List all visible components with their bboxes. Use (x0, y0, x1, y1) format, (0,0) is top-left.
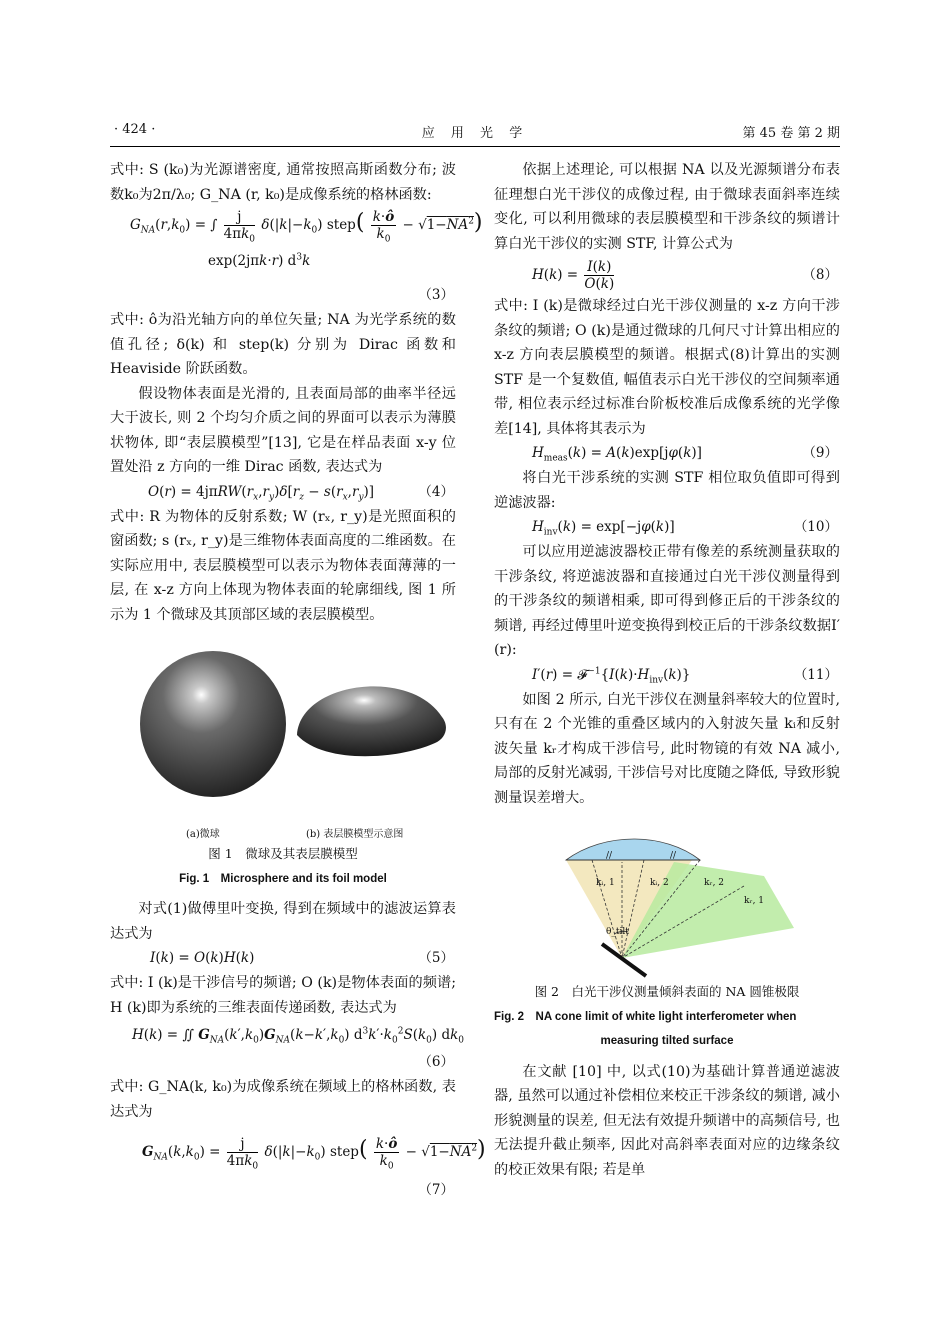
equation-6-number-row: （6） (418, 1054, 454, 1070)
equation-4: $O(r) = 4j\pi RW(r_x,r_y)\delta[r_z - s(r_x,r_y)]$ （4） (148, 483, 454, 503)
left-paragraph-3: 假设物体表面是光滑的, 且表面局部的曲率半径远大于波长, 则 2 个均匀介质之间的界面可以表示为薄膜状物体, 即“表层膜模型”[13], 它是在样品表面 x-y 位置处沿 z 方向的一维 Dirac 函数, 表达式为 (110, 385, 456, 475)
figure-1-sub-a: (a)微球 (186, 829, 220, 840)
label-kr1: kᵣ, 1 (744, 896, 765, 906)
journal-title: 应 用 光 学 (421, 126, 529, 141)
right-column (494, 158, 840, 1182)
figure-2-caption-en-2: measuring tilted surface (600, 1035, 734, 1047)
equation-11: $I'(r) = 𝓕^{-1}\{I(k)\cdot H_{inv}(k)\}$ （11） (532, 666, 838, 686)
figure-2-caption-zh: 图 2 白光干涉仪测量倾斜表面的 NA 圆锥极限 (534, 984, 800, 999)
label-ki1: kᵢ, 1 (596, 878, 615, 888)
right-paragraph-1: 依据上述理论, 可以根据 NA 以及光源频谱分布表征理想白光干涉仪的成像过程, 由于微球表面斜率连续变化, 可以利用微球的表层膜模型和干涉条纹的频谱计算白光干涉仪的实测 STF, 计算公式为 (494, 162, 840, 252)
figure-2 (494, 818, 840, 980)
right-paragraph-3: 将白光干涉系统的实测 STF 相位取负值即可得到逆滤波器: (494, 470, 840, 511)
figure-1-sub-b: (b) 表层膜模型示意图 (306, 829, 404, 840)
equation-3-number-row: （3） (418, 287, 454, 303)
right-paragraph-2: 式中: I (k)是微球经过白光干涉仪测量的 x-z 方向干涉条纹的频谱; O (k)是通过微球的几何尺寸计算出相应的 x-z 方向表层膜模型的频谱。根据式(8)计算出的实测 STF 是一个复数值, 幅值表示白光干涉仪的空间频率通带, 相位表示经过标准台阶板校准后成像系统的光学像差[14], 具体将其表示为 (494, 298, 840, 437)
figure-2-image (494, 818, 840, 980)
left-column (110, 158, 486, 1203)
right-paragraph-6: 在文献 [10] 中, 以式(10)为基础计算普通逆滤波器, 虽然可以通过补偿相位来校正干涉条纹的频谱, 减小形貌测量的误差, 但无法有效提升频谱中的高频信号, 也无法提升截止频率, 因此对高斜率表面对应的边缘条纹的校正效果有限; 若是单 (494, 1063, 840, 1178)
equation-6: H(k) = ∬ $G_{NA}(k',k_0)G_{NA}(k-k',k_0)$ $d^3k'\cdot k_0^2S(k_0)$ $dk_0$ (132, 1026, 465, 1046)
left-paragraph-1: 式中: S (k₀)为光源谱密度, 通常按照高斯函数分布; 波数k₀为2π/λ₀; G_NA (r, k₀)是成像系统的格林函数: (110, 162, 456, 203)
issue-label: 第 45 卷 第 2 期 (742, 126, 840, 141)
figure-1 (110, 627, 456, 842)
equation-7: $G_{NA}(k,k_0)$ = $\frac{j}{4\pi k_0}$ $\delta(|k|-k_0)$ step( $\frac{k\cdot ô}{k_0}$ − $√1-NA^2$) (142, 1136, 486, 1172)
page-number: · 424 · (114, 122, 156, 137)
running-header (110, 122, 840, 142)
figure-1-caption-en: Fig. 1 Microsphere and its foil model (179, 872, 387, 885)
left-paragraph-5: 对式(1)做傅里叶变换, 得到在频域中的滤波运算表达式为 (110, 901, 456, 942)
equation-7-number-row: （7） (418, 1182, 454, 1198)
figure-1-caption-zh: 图 1 微球及其表层膜模型 (208, 846, 358, 861)
label-theta: θ_tilt (606, 927, 629, 937)
equation-8: H(k) = $\frac{I(k)}{O(k)}$ （8） (532, 259, 838, 292)
foil-model-shape (297, 686, 446, 756)
left-paragraph-6: 式中: I (k)是干涉信号的频谱; O (k)是物体表面的频谱; H (k)即为系统的三维表面传递函数, 表达式为 (110, 975, 456, 1016)
equation-9: $H_{meas}(k) = A(k)\exp[j\varphi(k)]$ （9） (532, 445, 838, 464)
header-rule (110, 146, 840, 147)
equation-5: I(k) = O(k)H(k) （5） (150, 950, 454, 966)
label-ki2: kᵢ, 2 (650, 878, 669, 888)
mark-1: // (606, 851, 613, 861)
equation-3: $G_{NA}(r,k_0)$ = ∫ $\frac{j}{4\pi k_0}$ $\delta(|k|-k_0)$ step( $\frac{k\cdot ô}{k_0}$ − $√1-NA^2$) exp(2jπk·r) $d^3k$ (130, 209, 483, 269)
equation-10: $H_{inv}(k) = \exp[-j\varphi(k)]$ （10） (532, 519, 838, 538)
mark-2: // (670, 851, 677, 861)
left-paragraph-2: 式中: ô为沿光轴方向的单位矢量; NA 为光学系统的数值孔径; δ(k) 和 step(k) 分别为 Dirac 函数和 Heaviside 阶跃函数。 (110, 312, 456, 377)
pupil-cap (566, 839, 700, 860)
figure-1-image (110, 627, 456, 817)
right-paragraph-4: 可以应用逆滤波器校正带有像差的系统测量获取的干涉条纹, 将逆滤波器和直接通过白光干涉仪测量得到的干涉条纹的频谱相乘, 即可得到修正后的干涉条纹的频谱, 再经过傅里叶逆变换得到校正后的干涉条纹数据I′ (r): (494, 544, 840, 658)
label-kr2: kᵣ, 2 (704, 878, 725, 888)
figure-2-caption-en-1: Fig. 2 NA cone limit of white light interferometer when (494, 1010, 797, 1023)
microsphere-shape (140, 651, 286, 797)
left-paragraph-7: 式中: G_NA(k, k₀)为成像系统在频域上的格林函数, 表达式为 (110, 1079, 456, 1120)
right-paragraph-5: 如图 2 所示, 白光干涉仪在测量斜率较大的位置时, 只有在 2 个光锥的重叠区域内的入射波矢量 kᵢ和反射波矢量 kᵣ才构成干涉信号, 此时物镜的有效 NA 减小, 局部的反射光减弱, 干涉信号对比度随之降低, 导致形貌测量误差增大。 (494, 691, 840, 806)
left-paragraph-4: 式中: R 为物体的反射系数; W (rₓ, r_y)是光照面积的窗函数; s (rₓ, r_y)是三维物体表面高度的二维函数。在实际应用中, 表层膜模型可以表示为物体表面薄薄的一层, 在 x-z 方向上体现为物体表面的轮廓细线, 图 1 所示为 1 个微球及其顶部区域的表层膜模型。 (110, 508, 456, 623)
